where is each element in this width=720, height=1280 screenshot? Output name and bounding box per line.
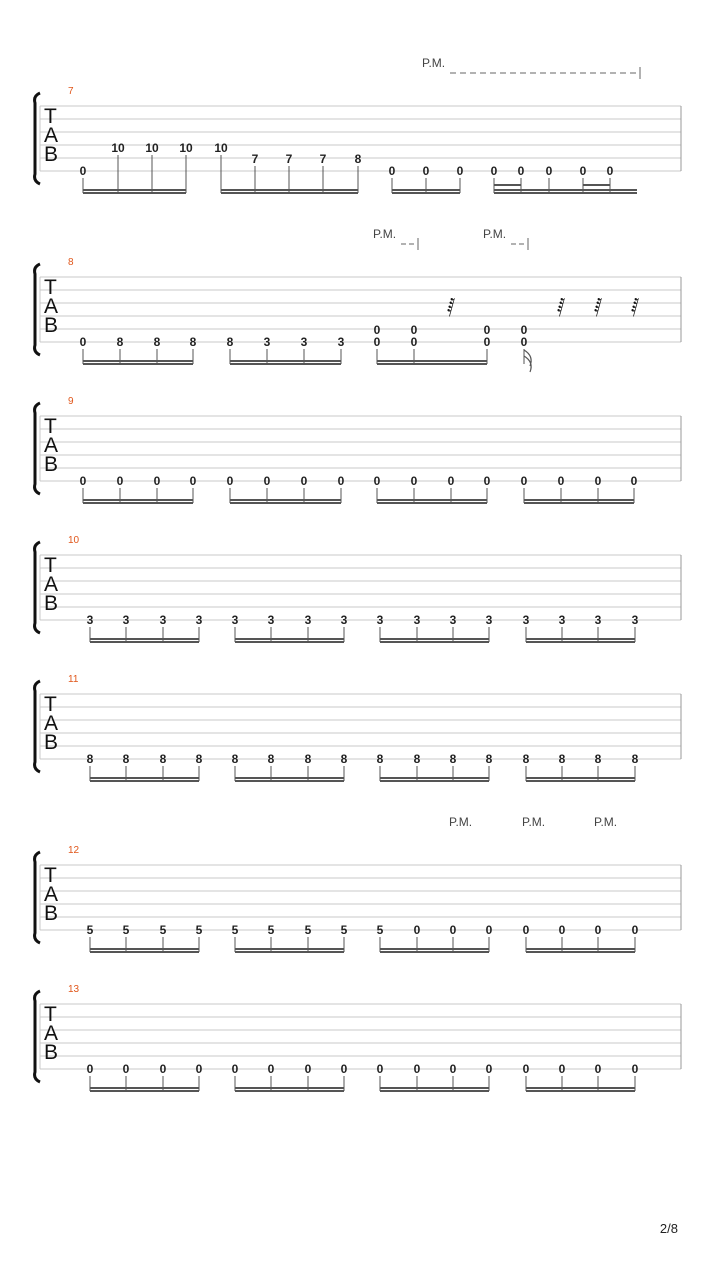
tab-clef-letter: A	[44, 1022, 59, 1045]
fret-number: 0	[373, 323, 381, 337]
fret-number: 0	[449, 923, 457, 937]
tab-clef-letter: T	[44, 554, 57, 577]
fret-number: 3	[300, 335, 308, 349]
staff-bracket	[35, 542, 40, 633]
fret-number: 7	[319, 152, 327, 166]
tab-clef-letter: A	[44, 434, 59, 457]
fret-number: 3	[522, 613, 530, 627]
measure-number: 12	[68, 845, 80, 856]
fret-number: 0	[410, 335, 418, 349]
fret-number: 0	[79, 335, 87, 349]
fret-number: 8	[413, 752, 421, 766]
staff-bracket	[35, 991, 40, 1082]
fret-number: 0	[483, 323, 491, 337]
measure-number: 10	[68, 535, 80, 546]
fret-number: 8	[189, 335, 197, 349]
fret-number: 5	[340, 923, 348, 937]
fret-number: 0	[517, 164, 525, 178]
staff-bracket	[35, 93, 40, 184]
palm-mute-label: P.M.	[422, 56, 446, 70]
fret-number: 8	[195, 752, 203, 766]
fret-number: 0	[373, 474, 381, 488]
fret-number: 0	[522, 923, 530, 937]
fret-number: 8	[522, 752, 530, 766]
tab-clef-letter: B	[44, 1041, 59, 1064]
fret-number: 3	[159, 613, 167, 627]
fret-number: 0	[304, 1062, 312, 1076]
fret-number: 8	[594, 752, 602, 766]
fret-number: 5	[122, 923, 130, 937]
fret-number: 5	[376, 923, 384, 937]
staff-bracket	[35, 681, 40, 772]
fret-number: 5	[304, 923, 312, 937]
fret-number: 0	[231, 1062, 239, 1076]
tab-clef-letter: A	[44, 124, 59, 147]
fret-number: 8	[159, 752, 167, 766]
tab-clef-letter: A	[44, 712, 59, 735]
tab-clef-letter: A	[44, 573, 59, 596]
fret-number: 0	[153, 474, 161, 488]
fret-number: 7	[285, 152, 293, 166]
fret-number: 0	[456, 164, 464, 178]
fret-number: 0	[594, 1062, 602, 1076]
fret-number: 0	[485, 1062, 493, 1076]
fret-number: 0	[630, 474, 638, 488]
fret-number: 8	[376, 752, 384, 766]
fret-number: 3	[594, 613, 602, 627]
fret-number: 3	[485, 613, 493, 627]
fret-number: 0	[373, 335, 381, 349]
fret-number: 10	[145, 141, 159, 155]
fret-number: 3	[231, 613, 239, 627]
fret-number: 0	[410, 474, 418, 488]
fret-number: 3	[195, 613, 203, 627]
tab-clef-letter: A	[44, 295, 59, 318]
fret-number: 3	[413, 613, 421, 627]
fret-number: 0	[485, 923, 493, 937]
fret-number: 0	[606, 164, 614, 178]
fret-number: 0	[490, 164, 498, 178]
palm-mute-label: P.M.	[594, 815, 618, 829]
fret-number: 8	[449, 752, 457, 766]
rest-symbol: 𝅁	[556, 295, 566, 317]
fret-number: 0	[159, 1062, 167, 1076]
fret-number: 0	[388, 164, 396, 178]
fret-number: 0	[263, 474, 271, 488]
measure-number: 8	[68, 257, 74, 268]
tab-clef-letter: A	[44, 883, 59, 906]
fret-number: 0	[449, 1062, 457, 1076]
fret-number: 0	[594, 474, 602, 488]
fret-number: 5	[267, 923, 275, 937]
fret-number: 3	[631, 613, 639, 627]
measure-number: 7	[68, 86, 74, 97]
fret-number: 0	[631, 1062, 639, 1076]
staff-bracket	[35, 852, 40, 943]
fret-number: 5	[231, 923, 239, 937]
fret-number: 3	[267, 613, 275, 627]
fret-number: 0	[557, 474, 565, 488]
fret-number: 0	[116, 474, 124, 488]
fret-number: 0	[340, 1062, 348, 1076]
fret-number: 0	[337, 474, 345, 488]
fret-number: 0	[226, 474, 234, 488]
fret-number: 3	[122, 613, 130, 627]
fret-number: 5	[159, 923, 167, 937]
fret-number: 0	[86, 1062, 94, 1076]
fret-number: 0	[376, 1062, 384, 1076]
palm-mute-label: P.M.	[373, 227, 397, 241]
fret-number: 0	[195, 1062, 203, 1076]
fret-number: 0	[422, 164, 430, 178]
staff-bracket	[35, 264, 40, 355]
fret-number: 10	[111, 141, 125, 155]
fret-number: 0	[79, 474, 87, 488]
fret-number: 3	[337, 335, 345, 349]
fret-number: 8	[153, 335, 161, 349]
fret-number: 0	[558, 1062, 566, 1076]
fret-number: 3	[340, 613, 348, 627]
tab-clef-letter: T	[44, 276, 57, 299]
palm-mute-label: P.M.	[522, 815, 546, 829]
fret-number: 0	[300, 474, 308, 488]
staff-bracket	[35, 403, 40, 494]
tab-clef-letter: T	[44, 415, 57, 438]
rest-symbol: 𝅁	[630, 295, 640, 317]
fret-number: 0	[522, 1062, 530, 1076]
measure-number: 13	[68, 984, 80, 995]
tab-clef-letter: B	[44, 453, 59, 476]
tab-clef-letter: T	[44, 1003, 57, 1026]
fret-number: 8	[631, 752, 639, 766]
fret-number: 8	[340, 752, 348, 766]
palm-mute-label: P.M.	[449, 815, 473, 829]
fret-number: 10	[214, 141, 228, 155]
fret-number: 0	[520, 474, 528, 488]
tab-clef-letter: B	[44, 902, 59, 925]
tab-clef-letter: T	[44, 105, 57, 128]
fret-number: 0	[483, 335, 491, 349]
fret-number: 0	[483, 474, 491, 488]
note-flag	[524, 350, 531, 372]
measure-number: 9	[68, 396, 74, 407]
fret-number: 3	[376, 613, 384, 627]
fret-number: 0	[413, 1062, 421, 1076]
fret-number: 3	[86, 613, 94, 627]
fret-number: 8	[86, 752, 94, 766]
fret-number: 8	[558, 752, 566, 766]
tab-clef-letter: B	[44, 143, 59, 166]
tab-clef-letter: B	[44, 314, 59, 337]
fret-number: 0	[122, 1062, 130, 1076]
tab-clef-letter: B	[44, 592, 59, 615]
palm-mute-label: P.M.	[483, 227, 507, 241]
fret-number: 10	[179, 141, 193, 155]
fret-number: 8	[485, 752, 493, 766]
tab-clef-letter: T	[44, 864, 57, 887]
fret-number: 0	[267, 1062, 275, 1076]
page-number: 2/8	[659, 1221, 678, 1236]
fret-number: 3	[263, 335, 271, 349]
fret-number: 8	[231, 752, 239, 766]
rest-symbol: 𝅁	[446, 295, 456, 317]
fret-number: 0	[189, 474, 197, 488]
fret-number: 3	[449, 613, 457, 627]
fret-number: 5	[86, 923, 94, 937]
fret-number: 5	[195, 923, 203, 937]
measure-number: 11	[68, 674, 79, 685]
fret-number: 0	[520, 323, 528, 337]
fret-number: 7	[251, 152, 259, 166]
fret-number: 3	[304, 613, 312, 627]
fret-number: 8	[267, 752, 275, 766]
fret-number: 0	[545, 164, 553, 178]
fret-number: 0	[79, 164, 87, 178]
fret-number: 0	[579, 164, 587, 178]
fret-number: 3	[558, 613, 566, 627]
tab-clef-letter: B	[44, 731, 59, 754]
fret-number: 8	[354, 152, 362, 166]
fret-number: 8	[226, 335, 234, 349]
tab-clef-letter: T	[44, 693, 57, 716]
fret-number: 0	[447, 474, 455, 488]
rest-symbol: 𝅁	[593, 295, 603, 317]
fret-number: 8	[122, 752, 130, 766]
fret-number: 0	[520, 335, 528, 349]
fret-number: 8	[116, 335, 124, 349]
fret-number: 0	[594, 923, 602, 937]
fret-number: 8	[304, 752, 312, 766]
fret-number: 0	[413, 923, 421, 937]
fret-number: 0	[410, 323, 418, 337]
fret-number: 0	[631, 923, 639, 937]
fret-number: 0	[558, 923, 566, 937]
